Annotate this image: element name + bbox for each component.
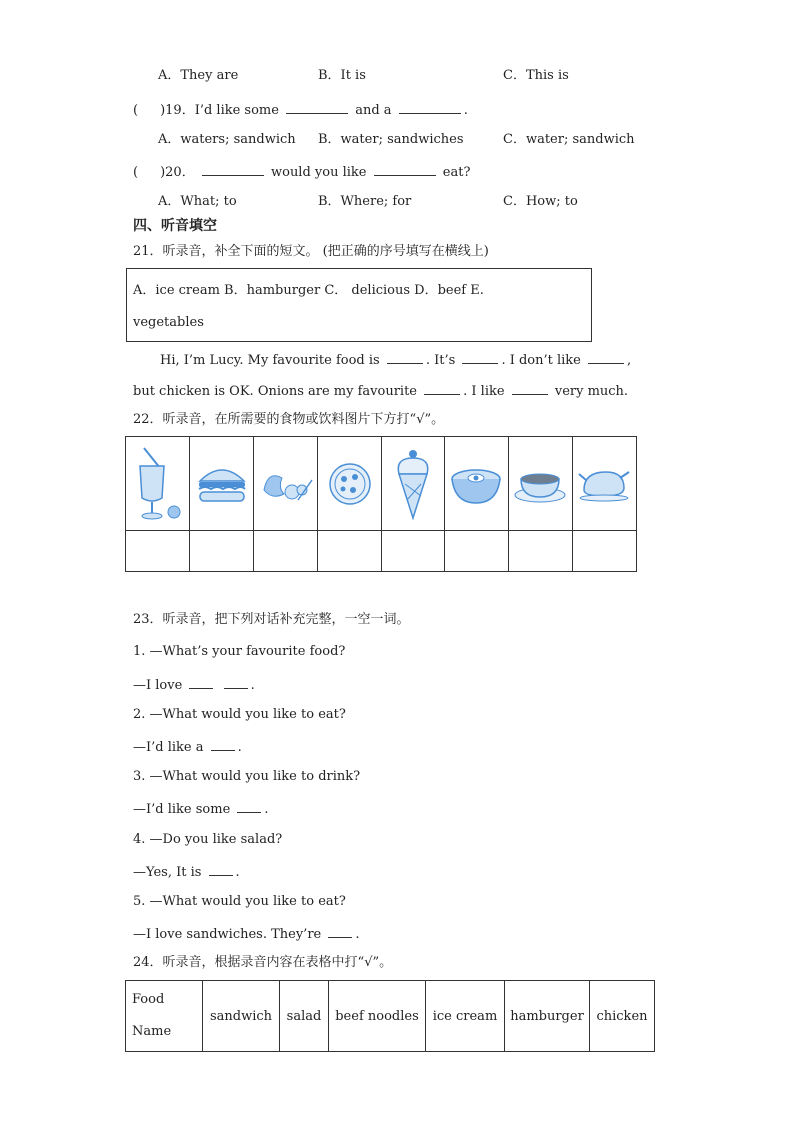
q23-blank-1a[interactable] (189, 676, 213, 689)
food-column[interactable]: sandwich (203, 981, 280, 1052)
noodles-icon (449, 461, 503, 507)
q19-blank-2[interactable] (399, 101, 461, 114)
q21-paragraph-line-1 (160, 351, 631, 369)
q18-option-a[interactable]: A．They are (158, 68, 239, 83)
picture-cell (318, 437, 382, 531)
paren-open: ( (133, 103, 139, 118)
answer-cell[interactable] (508, 531, 572, 572)
q23-line-5: 3. —What would you like to drink? (133, 769, 361, 784)
q23-blank-4[interactable] (209, 863, 233, 876)
word-box-line-2: vegetables (133, 315, 204, 330)
q24-food-table (125, 980, 655, 1052)
q23-line-1: 1. —What’s your favourite food? (133, 644, 346, 659)
paren-open: ( (133, 165, 139, 180)
header-cell (126, 981, 203, 1052)
dialog-text: . (237, 740, 242, 755)
food-column[interactable]: salad (280, 981, 329, 1052)
section-title: 四、听音填空 (133, 218, 217, 234)
food-column[interactable]: ice cream (426, 981, 505, 1052)
q19-option-b[interactable]: B．water; sandwiches (318, 132, 464, 147)
question-19 (133, 101, 468, 119)
dialog-text: . (250, 678, 255, 693)
q23-line-9: 5. —What would you like to eat? (133, 894, 346, 909)
hamburger-icon (195, 459, 249, 509)
answer-cell[interactable] (318, 531, 382, 572)
q20-option-c[interactable]: C．How; to (503, 194, 578, 209)
q22-picture-table (125, 436, 637, 572)
q21-blank-3[interactable] (588, 351, 624, 364)
dialog-text: —I’d like some (133, 802, 231, 817)
chicken-icon (576, 464, 632, 504)
food-column[interactable]: hamburger (505, 981, 590, 1052)
q19-blank-1[interactable] (286, 101, 348, 114)
picture-cell (190, 437, 254, 531)
q23-blank-5[interactable] (328, 925, 352, 938)
picture-cell (254, 437, 318, 531)
dialog-text: —Yes, It is (133, 865, 202, 880)
q23-blank-2[interactable] (211, 738, 235, 751)
para-text: . It’s (425, 353, 456, 368)
q21-blank-1[interactable] (387, 351, 423, 364)
ice-cream-icon (391, 446, 435, 522)
q20-mid: would you like (270, 165, 367, 180)
q18-option-c[interactable]: C．This is (503, 68, 569, 83)
q23-blank-3[interactable] (237, 800, 261, 813)
answer-cell[interactable] (254, 531, 318, 572)
header-food: Food (132, 992, 165, 1007)
q24-title: 24．听录音，根据录音内容在表格中打“√”。 (133, 955, 393, 970)
q23-line-3: 2. —What would you like to eat? (133, 707, 346, 722)
q20-option-b[interactable]: B．Where; for (318, 194, 412, 209)
q23-line-7: 4. —Do you like salad? (133, 832, 283, 847)
q22-title: 22．听录音，在所需要的食物或饮料图片下方打“√”。 (133, 412, 445, 427)
q23-line-4 (133, 738, 242, 756)
para-text: but chicken is OK. Onions are my favourite (133, 384, 417, 399)
food-column[interactable]: chicken (590, 981, 655, 1052)
answer-cell[interactable] (444, 531, 508, 572)
answer-cell[interactable] (126, 531, 190, 572)
q18-option-b[interactable]: B．It is (318, 68, 366, 83)
food-column[interactable]: beef noodles (329, 981, 426, 1052)
header-name: Name (132, 1024, 172, 1039)
q23-title: 23．听录音，把下列对话补充完整，一空一词。 (133, 612, 410, 627)
para-text: . I like (463, 384, 505, 399)
dialog-text: . (264, 802, 269, 817)
para-text: Hi, I’m Lucy. My favourite food is (160, 353, 380, 368)
dialog-text: . (235, 865, 240, 880)
q20-end: eat? (442, 165, 471, 180)
para-text: . I don’t like (501, 353, 581, 368)
q23-line-8 (133, 863, 240, 881)
q20-blank-2[interactable] (374, 163, 436, 176)
picture-cell (572, 437, 636, 531)
answer-cell[interactable] (381, 531, 444, 572)
q21-blank-4[interactable] (424, 382, 460, 395)
picture-cell (444, 437, 508, 531)
q19-option-a[interactable]: A．waters; sandwich (158, 132, 296, 147)
q23-blank-1b[interactable] (224, 676, 248, 689)
q19-option-c[interactable]: C．water; sandwich (503, 132, 635, 147)
q21-paragraph-line-2 (133, 382, 628, 400)
answer-cell[interactable] (190, 531, 254, 572)
dialog-text: —I love sandwiches. They’re (133, 927, 322, 942)
q19-mid: and a (355, 103, 392, 118)
q20-stem: )20． (160, 165, 195, 180)
q19-stem: )19．I’d like some (160, 103, 279, 118)
dialog-text: —I love (133, 678, 183, 693)
q21-word-box (126, 268, 592, 342)
question-20 (133, 163, 470, 181)
q19-end: . (463, 103, 468, 118)
picture-cell (508, 437, 572, 531)
q23-line-6 (133, 800, 269, 818)
picture-cell (381, 437, 444, 531)
q20-blank-1[interactable] (202, 163, 264, 176)
pizza-icon (325, 459, 375, 509)
q20-option-a[interactable]: A．What; to (158, 194, 237, 209)
para-text: very much. (554, 384, 629, 399)
q21-title: 21．听录音，补全下面的短文。 (把正确的序号填写在横线上) (133, 244, 489, 259)
q21-blank-5[interactable] (512, 382, 548, 395)
juice-icon (130, 446, 186, 522)
para-text: , (627, 353, 632, 368)
q23-line-2 (133, 676, 255, 694)
picture-cell (126, 437, 190, 531)
answer-cell[interactable] (572, 531, 636, 572)
word-box-line-1: A．ice cream B．hamburger C． delicious D．beef E. (133, 283, 484, 298)
seafood-icon (258, 460, 314, 508)
soup-icon (513, 463, 567, 505)
dialog-text: —I’d like a (133, 740, 204, 755)
q23-line-10 (133, 925, 360, 943)
dialog-text: . (355, 927, 360, 942)
q21-blank-2[interactable] (462, 351, 498, 364)
